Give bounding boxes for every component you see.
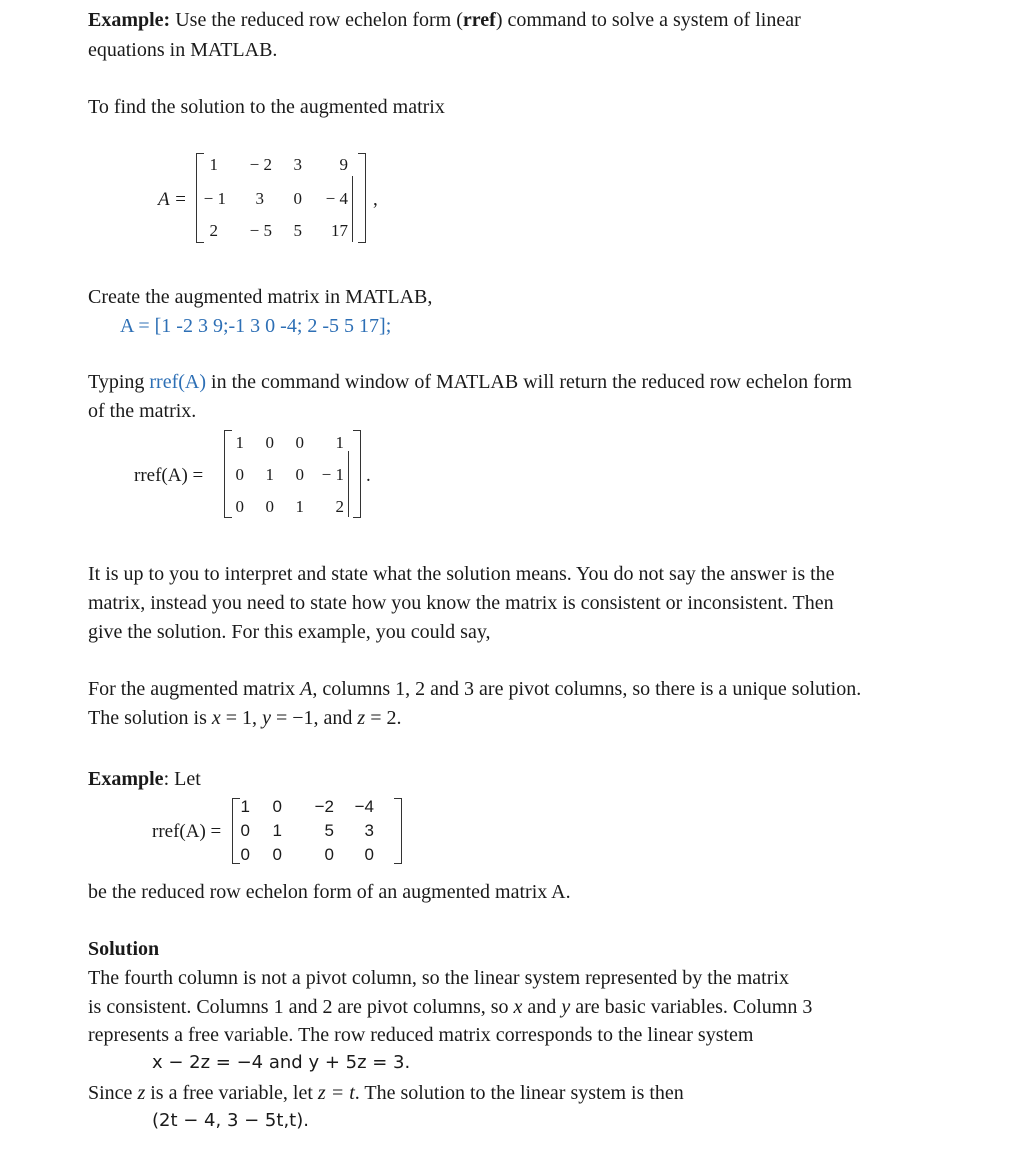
matrix-rref-label: rref(A) =: [134, 465, 204, 486]
answer-var: x: [211, 707, 221, 729]
answer-text: , columns 1, 2 and 3 are pivot columns, so there is a unique solution.: [312, 678, 862, 700]
example2-heading: [88, 767, 201, 792]
example-heading-line1: [88, 8, 801, 33]
solution-text: . The solution to the linear system is then: [354, 1082, 684, 1104]
interpret-line: matrix, instead you need to state how you know the matrix is consistent or inconsistent. Then: [88, 592, 834, 614]
matrix-cell: 3: [364, 821, 374, 840]
create-text: Create the augmented matrix in MATLAB,: [88, 286, 433, 308]
matrix-cell: −4: [354, 797, 374, 816]
linear-system-equation: x − 2z = −4 and y + 5z = 3.: [152, 1052, 411, 1073]
matrix-cell: 1: [240, 797, 250, 816]
matrix-cell: 2: [335, 497, 344, 516]
example-text: Use the reduced row echelon form (: [175, 9, 463, 31]
matrix-cell: −2: [314, 797, 334, 816]
matrix-cell: 0: [240, 845, 250, 864]
answer-var: A: [300, 678, 313, 700]
matrix-a-label: A =: [158, 189, 187, 210]
matlab-code: A = [1 -2 3 9;-1 3 0 -4; 2 -5 5 17];: [120, 315, 392, 337]
matrix-cell: 1: [235, 433, 244, 452]
answer-text: The solution is: [88, 707, 212, 729]
matrix-cell: − 2: [249, 155, 272, 174]
example2-after: be the reduced row echelon form of an augmented matrix A.: [88, 881, 571, 903]
matrix2-label: rref(A) =: [152, 821, 222, 842]
matrix-cell: 3: [255, 189, 264, 208]
solution-var: z = t: [317, 1082, 355, 1104]
matrix-cell: 3: [293, 155, 302, 174]
matrix-cell: 1: [209, 155, 218, 174]
matrix-rref-trailing-period: .: [366, 465, 371, 486]
answer-line1: [88, 677, 861, 702]
matrix-cell: − 1: [203, 189, 226, 208]
matrix-rref-right-bracket: [353, 430, 361, 518]
matrix-cell: 0: [293, 189, 302, 208]
final-solution: (2t − 4, 3 − 5t,t).: [152, 1110, 309, 1131]
solution-line1: The fourth column is not a pivot column, so the linear system represented by the matrix: [88, 967, 789, 989]
matrix-a-trailing-comma: ,: [373, 189, 378, 210]
matrix-cell: 0: [324, 845, 334, 864]
matrix-cell: 0: [265, 433, 274, 452]
matrix-cell: 0: [240, 821, 250, 840]
matrix-cell: 1: [265, 465, 274, 484]
typing-line2: of the matrix.: [88, 400, 197, 422]
rref-command: rref(A): [149, 371, 207, 393]
matrix-cell: 0: [235, 465, 244, 484]
solution-text: is consistent. Columns 1 and 2 are pivot columns, so: [88, 996, 514, 1018]
rref-bold: rref: [462, 9, 496, 31]
interpret-line: It is up to you to interpret and state what the solution means. You do not say the answer is the: [88, 563, 835, 585]
solution-line3: represents a free variable. The row reduced matrix corresponds to the linear system: [88, 1024, 754, 1046]
matrix-cell: 5: [293, 221, 302, 240]
matrix-cell: 1: [272, 821, 282, 840]
solution-var: z: [137, 1082, 146, 1104]
answer-text: = 1,: [220, 707, 263, 729]
matrix-cell: 5: [324, 821, 334, 840]
matrix-cell: 17: [331, 221, 348, 240]
matrix2-right-bracket: [394, 798, 402, 864]
matrix-cell: 0: [295, 433, 304, 452]
intro-text: To find the solution to the augmented matrix: [88, 96, 445, 118]
solution-text: and: [522, 996, 562, 1018]
solution-heading: [88, 937, 159, 962]
example2-label: Example: [88, 768, 164, 790]
answer-var: y: [262, 707, 271, 729]
matrix-rref-augment-bar: [348, 451, 349, 517]
matrix-a-right-bracket: [358, 153, 366, 243]
matrix-cell: − 5: [249, 221, 272, 240]
solution-text: are basic variables. Column 3: [570, 996, 813, 1018]
matrix-cell: 1: [295, 497, 304, 516]
matrix-cell: 9: [339, 155, 348, 174]
matrix-cell: 0: [295, 465, 304, 484]
matrix-cell: 2: [209, 221, 218, 240]
matrix-cell: 0: [364, 845, 374, 864]
matrix-a-augment-bar: [352, 176, 353, 242]
matrix-cell: 0: [235, 497, 244, 516]
interpret-line: give the solution. For this example, you could say,: [88, 621, 491, 643]
solution-line5: [88, 1081, 684, 1106]
answer-text: = 2.: [365, 707, 402, 729]
answer-text: For the augmented matrix: [88, 678, 301, 700]
matrix-cell: 0: [265, 497, 274, 516]
matrix-cell: − 1: [321, 465, 344, 484]
answer-var: z: [357, 707, 366, 729]
typing-post: in the command window of MATLAB will return the reduced row echelon form: [206, 371, 852, 393]
matrix-cell: 1: [335, 433, 344, 452]
matrix-cell: 0: [272, 797, 282, 816]
solution-text: Since: [88, 1082, 138, 1104]
answer-text: = −1, and: [270, 707, 358, 729]
typing-pre: Typing: [88, 371, 150, 393]
solution-heading-text: Solution: [88, 938, 160, 960]
matrix-cell: 0: [272, 845, 282, 864]
solution-line2: [88, 995, 812, 1020]
example-heading-line2: equations in MATLAB.: [88, 39, 278, 61]
example2-text: : Let: [163, 768, 201, 790]
solution-text: is a free variable, let: [145, 1082, 318, 1104]
answer-line2: [88, 706, 401, 731]
matrix-cell: − 4: [325, 189, 348, 208]
example-text-tail: ) command to solve a system of linear: [495, 9, 801, 31]
typing-line1: [88, 370, 852, 395]
solution-var: y: [561, 996, 571, 1018]
solution-var: x: [513, 996, 523, 1018]
example-label: Example:: [88, 9, 171, 31]
